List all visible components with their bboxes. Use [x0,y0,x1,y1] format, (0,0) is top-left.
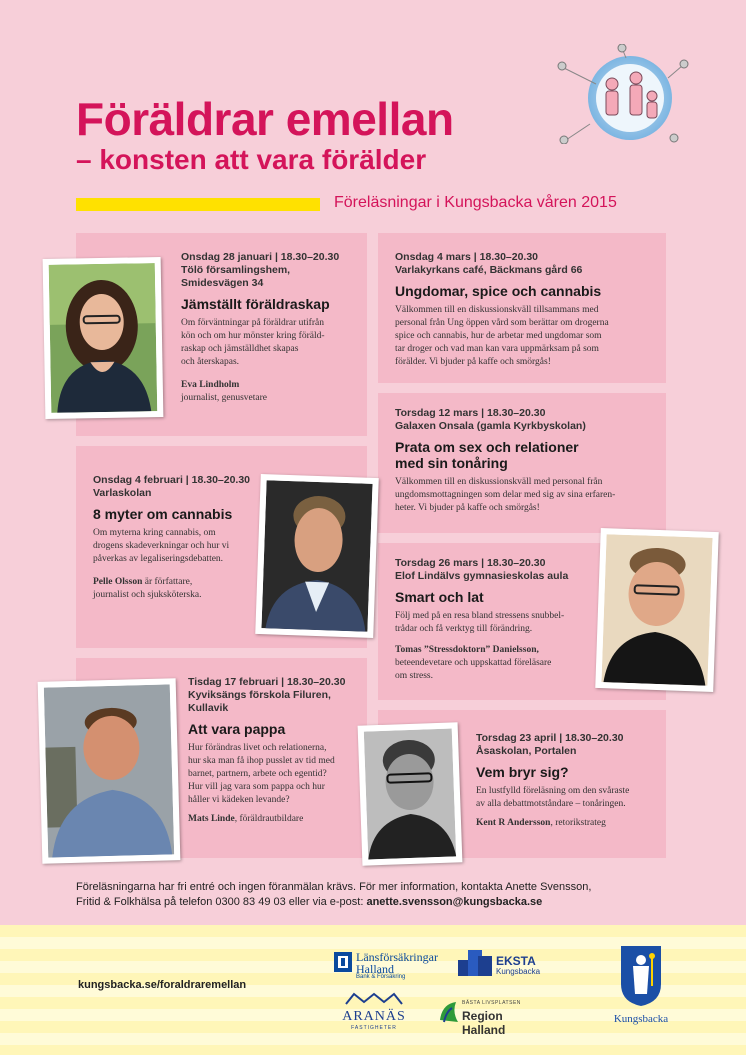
lecture-description [395,304,663,369]
photo-kent-andersson [358,722,463,865]
desc-line: tar droger och vad man kan vara uppmärksam på som [395,344,599,354]
desc-line: raskap och jämställdhet skapas [181,344,299,354]
subtitle: – konsten att vara förälder [76,144,427,175]
lecture-date: Onsdag 28 januari | 18.30–20.30 [181,251,340,263]
lecture-venue: Varlakyrkans café, Bäckmans gård 66 [395,264,583,276]
kungsbacka-coat-of-arms-icon [619,944,663,1008]
lecture-venue: Varlaskolan [93,487,152,499]
lecture-venue-line2: Kullavik [188,702,229,714]
contact-email[interactable]: anette.svensson@kungsbacka.se [366,896,543,908]
lecture-venue: Elof Lindälvs gymnasieskolas aula [395,570,569,582]
eksta-city: Kungsbacka [496,967,541,976]
desc-line: håller vi kädeken levande? [188,795,290,805]
portrait-woman-icon [49,263,158,413]
lecture-speaker [395,644,615,683]
speaker-name: Tomas ”Stressdoktorn” Danielsson, [395,645,539,655]
lansforsakringar-logo-icon [334,952,352,972]
lecture-venue-line2: Smidesvägen 34 [181,277,264,289]
lecture-date: Torsdag 26 mars | 18.30–20.30 [395,557,546,569]
lecture-card-3 [378,393,666,533]
lecture-description [476,785,664,811]
kungsbacka-name: Kungsbacka [613,1013,669,1025]
desc-line: Om förväntningar på föräldrar utifrån [181,318,324,328]
desc-line: hur ska man få ihop pusslet av tid med [188,756,335,766]
contact-line-2 [76,895,591,910]
desc-line: av alla debattmotståndare – tonåringen. [476,799,626,809]
lecture-card-2 [378,233,666,383]
speaker-role: , föräldrautbildare [234,814,304,824]
lecture-description [93,527,273,566]
portrait-man-icon [601,534,712,686]
desc-line: trådar och få verktyg till förändring. [395,624,533,634]
aranas-name: ARANÄS [342,1009,406,1024]
desc-line: En lustfylld föreläsning om den svåraste [476,786,630,796]
speaker-role: är författare, [142,577,193,587]
sponsor-aranas [340,992,408,1031]
photo-tomas-danielsson [595,528,719,692]
desc-line: Hur förändras livet och relationerna, [188,743,327,753]
speaker-name: Eva Lindholm [181,380,240,390]
lecture-venue: Kyviksängs förskola Filuren, [188,689,331,701]
lecture-description [395,610,615,636]
speaker-role: beteendevetare och uppskattad föreläsare [395,658,552,668]
lecture-speaker [188,813,366,826]
lecture-title: Prata om sex och relationer [395,439,579,455]
contact-line-1: Föreläsningarna har fri entré och ingen föranmälan krävs. För mer information, kontakta Anette Svensson, [76,881,592,893]
lecture-venue: Galaxen Onsala (gamla Kyrkbyskolan) [395,420,586,432]
lansforsakringar-tagline: Bank & Försäkring [356,974,406,980]
lecture-speaker [476,817,664,830]
desc-line: Följ med på en resa bland stressens snubbel- [395,611,565,621]
desc-line: Välkommen till en diskussionskväll med personal från [395,477,603,487]
lecture-description [181,317,363,369]
lecture-title: Vem bryr sig? [476,764,569,780]
lecture-speaker [93,576,273,602]
sponsor-kungsbacka [604,944,678,1025]
lecture-speaker [181,379,363,405]
portrait-man-icon [44,684,174,857]
lecture-venue: Tölö församlingshem, [181,264,291,276]
desc-line: heter. Vi bjuder på kaffe och smörgås! [395,503,540,513]
lecture-title: Att vara pappa [188,721,286,737]
lecture-title-line2: med sin tonåring [395,455,508,471]
lansforsakringar-region: Halland [356,962,394,976]
lecture-description [188,742,366,807]
series-heading: Föreläsningar i Kungsbacka våren 2015 [334,194,617,211]
family-logo-icon [556,44,692,144]
contact-line-2-text: Fritid & Folkhälsa på telefon 0300 83 49 03 eller via e-post: [76,896,367,908]
website-link[interactable]: kungsbacka.se/foraldraremellan [78,979,247,991]
lecture-title: Smart och lat [395,589,484,605]
lecture-description [395,476,663,515]
speaker-name: Kent R Andersson [476,818,551,828]
desc-line: personal från Ung öppen vård som berättar om drogerna [395,318,609,328]
desc-line: påverkas av legaliseringsdebatten. [93,554,224,564]
desc-line: drogens skadeverkningar och hur vi [93,541,230,551]
main-title: Föräldrar emellan [76,93,454,145]
speaker-name: Pelle Olsson [93,577,143,587]
desc-line: Om myterna kring cannabis, om [93,528,216,538]
lecture-date: Onsdag 4 februari | 18.30–20.30 [93,474,251,486]
lecture-date: Torsdag 12 mars | 18.30–20.30 [395,407,546,419]
desc-line: förälder. Vi bjuder på kaffe och smörgås! [395,357,551,367]
speaker-role: journalist, genusvetare [181,393,268,403]
desc-line: spice och cannabis, hur de arbetar med ungdomar som [395,331,602,341]
portrait-man-icon [364,729,456,860]
portrait-man-icon [261,480,372,632]
eksta-logo-icon [458,946,494,976]
aranas-subtitle: FASTIGHETER [351,1025,397,1031]
speaker-role: , retorikstrateg [550,818,606,828]
desc-line: och återskapas. [181,357,240,367]
region-halland-logo-icon [438,1000,460,1024]
desc-line: ungdomsmottagningen som delar med sig av sina erfaren- [395,490,616,500]
photo-pelle-olsson [255,474,379,638]
lecture-venue: Åsaskolan, Portalen [476,745,577,757]
speaker-role-line2: om stress. [395,671,433,681]
photo-eva-lindholm [43,257,164,419]
speaker-role-line2: journalist och sjuksköterska. [93,590,202,600]
lecture-title: Ungdomar, spice och cannabis [395,283,602,299]
lecture-date: Torsdag 23 april | 18.30–20.30 [476,732,624,744]
lecture-title: Jämställt föräldraskap [181,296,330,312]
desc-line: Välkommen till en diskussionskväll tillsammans med [395,305,599,315]
photo-mats-linde [38,678,181,864]
lecture-title: 8 myter om cannabis [93,506,233,522]
lansforsakringar-name: Länsförsäkringar [356,950,438,964]
region-halland-name: Region Halland [462,1009,506,1037]
desc-line: Hur vill jag vara som pappa och hur [188,782,325,792]
lecture-date: Onsdag 4 mars | 18.30–20.30 [395,251,539,263]
speaker-name: Mats Linde [188,814,235,824]
desc-line: kön och om hur mönster kring föräld- [181,331,325,341]
desc-line: barnet, partnern, arbete och egentid? [188,769,327,779]
yellow-accent-bar [76,198,320,211]
eksta-name: EKSTA [496,954,536,968]
crown-icon [344,992,404,1006]
contact-info [76,880,591,910]
lecture-date: Tisdag 17 februari | 18.30–20.30 [188,676,346,688]
region-halland-slogan: BÄSTA LIVSPLATSEN [462,1000,521,1006]
